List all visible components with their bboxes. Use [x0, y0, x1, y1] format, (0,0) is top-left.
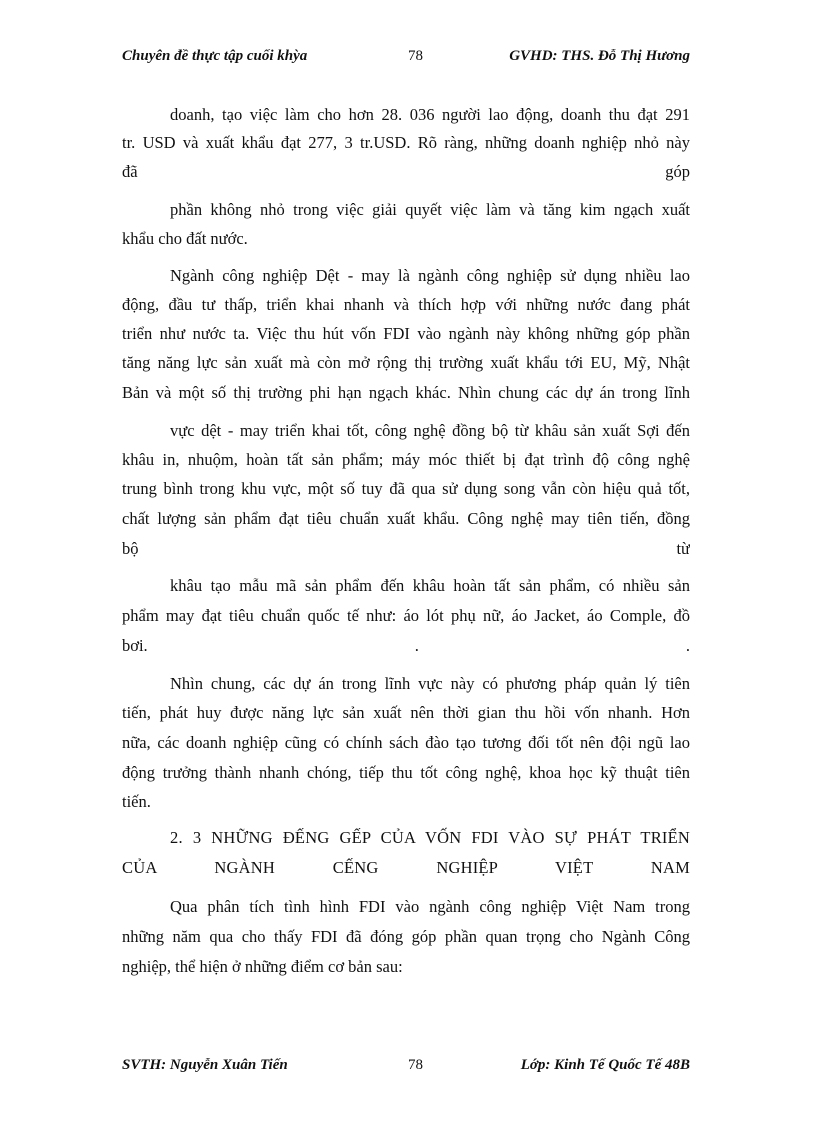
text-line: phần không nhỏ trong việc giải quyết việc làm và tăng kim ngạch xuất: [170, 200, 690, 219]
text-line: tiến, phát huy được năng lực sản xuất nên thời gian thu hồi vốn nhanh. Hơn: [122, 703, 690, 722]
text-line: Nhìn chung, các dự án trong lĩnh vực này có phương pháp quản lý tiên: [170, 674, 690, 693]
text-line: phẩm may đạt tiêu chuẩn quốc tế như: áo lót phụ nữ, áo Jacket, áo Comple, đồ: [122, 606, 690, 625]
text-line: tăng năng lực sản xuất mà còn mở rộng thị trường xuất khẩu tới EU, Mỹ, Nhật: [122, 353, 690, 372]
text-line: Bản và một số thị trường phi hạn ngạch khác. Nhìn chung các dự án trong lĩnh: [122, 383, 690, 402]
text-line: trung bình trong khu vực, một số tuy đã qua sử dụng song vẫn còn hiệu quả tốt,: [122, 479, 690, 498]
header-supervisor: GVHD: THS. Đỗ Thị Hương: [509, 48, 690, 64]
footer-student-name: SVTH: Nguyễn Xuân Tiến: [122, 1057, 288, 1073]
text-line: doanh, tạo việc làm cho hơn 28. 036 người lao động, doanh thu đạt 291: [170, 105, 690, 124]
text-line: nghiệp, thể hiện ở những điểm cơ bản sau:: [122, 957, 403, 976]
text-line: tr. USD và xuất khẩu đạt 277, 3 tr.USD. Rõ ràng, những doanh nghiệp nhỏ này: [122, 133, 690, 152]
page-header: [122, 48, 690, 72]
text-line: khẩu cho đất nước.: [122, 229, 248, 248]
page-footer: [122, 1057, 690, 1081]
text-line: bộ từ: [122, 539, 690, 558]
text-line: Ngành công nghiệp Dệt - may là ngành công nghiệp sử dụng nhiều lao: [170, 266, 690, 285]
text-line: tiến.: [122, 792, 151, 811]
section-heading: CỦA NGÀNH CẾNG NGHIỆP VIỆT NAM: [122, 858, 690, 877]
text-line: nữa, các doanh nghiệp cũng có chính sách đào tạo tương đối tốt nên đội ngũ lao: [122, 733, 690, 752]
text-line: Qua phân tích tình hình FDI vào ngành công nghiệp Việt Nam trong: [170, 897, 690, 916]
footer-class: Lớp: Kinh Tế Quốc Tế 48B: [520, 1057, 690, 1073]
header-page-number: 78: [408, 48, 423, 64]
section-heading: 2. 3 NHỮNG ĐẾNG GẾP CỦA VỐN FDI VÀO SỰ PHÁT TRIỂN: [170, 828, 690, 847]
text-line: khâu in, nhuộm, hoàn tất sản phẩm; máy móc thiết bị đạt trình độ công nghệ: [122, 450, 690, 469]
header-course-title: Chuyên đề thực tập cuối khỳa: [122, 48, 308, 64]
footer-page-number: 78: [408, 1057, 423, 1073]
text-line: khâu tạo mẫu mã sản phẩm đến khâu hoàn tất sản phẩm, có nhiều sản: [170, 576, 690, 595]
text-line: chất lượng sản phẩm đạt tiêu chuẩn xuất khẩu. Công nghệ may tiên tiến, đồng: [122, 509, 690, 528]
text-line: bơi. . .: [122, 636, 690, 655]
text-line: động, đầu tư thấp, triển khai nhanh và thích hợp với những nước đang phát: [122, 295, 690, 314]
text-line: đã góp: [122, 162, 690, 181]
text-line: những năm qua cho thấy FDI đã đóng góp phần quan trọng cho Ngành Công: [122, 927, 690, 946]
text-line: vực dệt - may triển khai tốt, công nghệ đồng bộ từ khâu sản xuất Sợi đến: [170, 421, 690, 440]
text-line: triển như nước ta. Việc thu hút vốn FDI vào ngành này không những góp phần: [122, 324, 690, 343]
text-line: động trưởng thành nhanh chóng, tiếp thu tốt công nghệ, khoa học kỹ thuật tiên: [122, 763, 690, 782]
